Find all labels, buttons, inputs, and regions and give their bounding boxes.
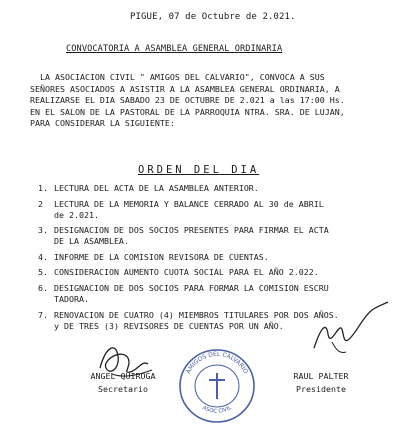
agenda-item-text: INFORME DE LA COMISION REVISORA DE CUENTAS. xyxy=(54,251,269,262)
agenda-item xyxy=(38,199,388,221)
svg-text:ASOC CIVIL xyxy=(201,405,233,415)
agenda-item xyxy=(38,252,388,263)
agenda-item-number: 3. xyxy=(38,225,48,236)
agenda-item xyxy=(38,183,388,194)
seal-top-text: AMIGOS DEL CALVARIO xyxy=(185,350,249,375)
agenda-heading: ORDEN DEL DIA xyxy=(138,164,260,176)
president-signature-scribble xyxy=(310,300,390,360)
agenda-item-text: LECTURA DE LA MEMORIA Y BALANCE CERRADO AL 30 de ABRIL de 2.021. xyxy=(54,198,324,220)
agenda-item-text: DESIGNACION DE DOS SOCIOS PARA FORMAR LA COMISION ESCRU TADORA. xyxy=(54,282,329,305)
agenda-item-text: DESIGNACION DE DOS SOCIOS PRESENTES PARA FIRMAR EL ACTA DE LA ASAMBLEA. xyxy=(54,225,329,247)
agenda-item-number: 4. xyxy=(38,251,48,262)
document-date: PIGUE, 07 de Octubre de 2.021. xyxy=(130,12,296,22)
secretary-signature xyxy=(78,370,168,396)
svg-text:AMIGOS DEL CALVARIO xyxy=(185,351,249,375)
agenda-item xyxy=(38,267,388,278)
president-signature xyxy=(276,370,366,396)
agenda-item-number: 2 xyxy=(38,198,43,209)
agenda-item-number: 6. xyxy=(38,282,48,293)
agenda-item-text: CONSIDERACION AUMENTO CUOTA SOCIAL PARA EL AÑO 2.022. xyxy=(54,267,319,278)
intro-paragraph: LA ASOCIACION CIVIL " AMIGOS DEL CALVARIO", CONVOCA A SUS SEÑORES ASOCIADOS A ASISTIR A LA ASAMBLEA GENERAL ORDINARIA, A REALIZARSE EL DIA SABADO 23 DE OCTUBRE DE 2.021 a las 17:00 Hs. EN EL SALON DE LA PASTORAL DE LA PARROQUIA NTRA. SRA. DE LUJAN, PARA CONSIDERAR LA SIGUIENTE: xyxy=(30,72,345,129)
association-seal-icon xyxy=(176,346,258,426)
president-role: Presidente xyxy=(296,384,346,394)
president-name: RAUL PALTER xyxy=(293,371,349,381)
secretary-role: Secretario xyxy=(98,384,148,394)
seal-bottom-text: ASOC CIVIL xyxy=(201,404,233,415)
agenda-item-number: 1. xyxy=(38,183,48,193)
agenda-item-text: LECTURA DEL ACTA DE LA ASAMBLEA ANTERIOR. xyxy=(54,183,259,193)
document-title: CONVOCATORIA A ASAMBLEA GENERAL ORDINARIA xyxy=(66,44,283,54)
secretary-name: ANGEL QUIROGA xyxy=(90,371,156,381)
agenda-item-number: 5. xyxy=(38,267,48,278)
agenda-item-text: RENOVACION DE CUATRO (4) MIEMBROS TITULARES POR DOS AÑOS. y DE TRES (3) REVISORES DE CUENTAS POR UN AÑO. xyxy=(54,309,339,331)
agenda-item xyxy=(38,225,388,247)
agenda-item-number: 7. xyxy=(38,309,48,320)
